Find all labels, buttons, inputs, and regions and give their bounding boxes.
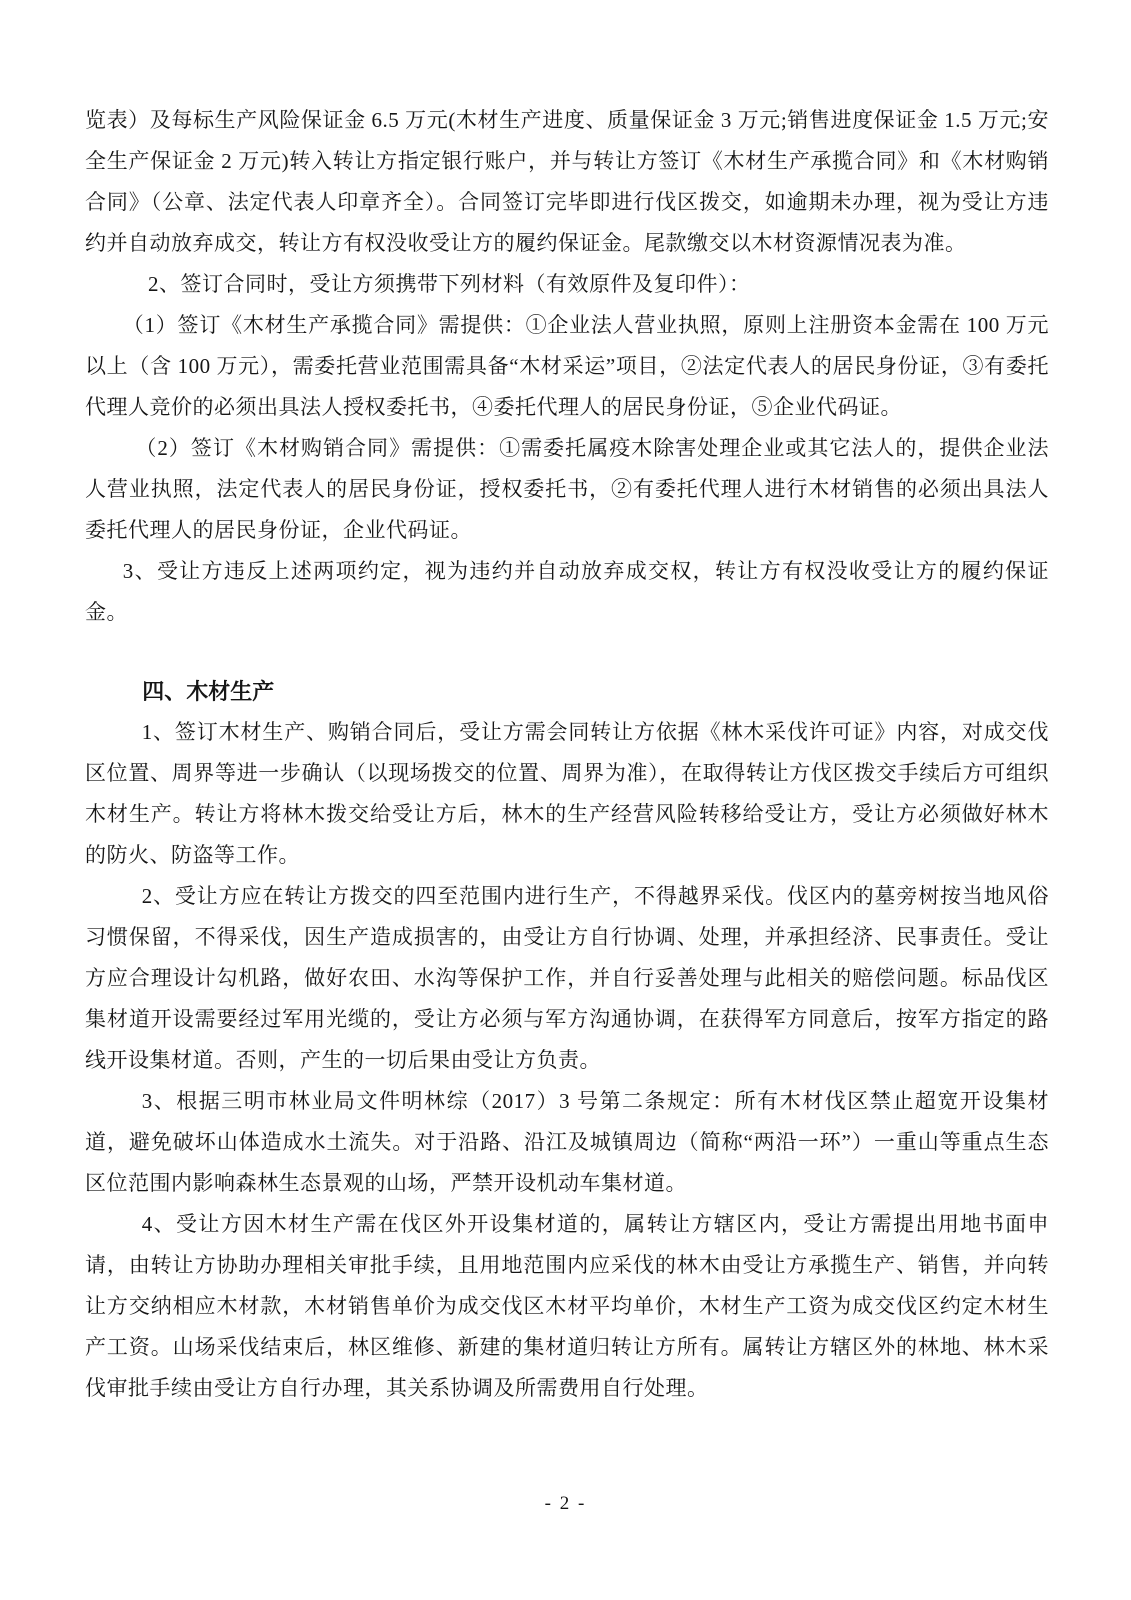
paragraph-purchase-sale-contract-requirements: （2）签订《木材购销合同》需提供：①需委托属疫木除害处理企业或其它法人的，提供企业法人营业执照，法定代表人的居民身份证，授权委托书，②有委托代理人进行木材销售的必须出具法人委托代理人的居民身份证，企业代码证。 bbox=[85, 436, 1049, 542]
paragraph-breach-clause: 3、受让方违反上述两项约定，视为违约并自动放弃成交权，转让方有权没收受让方的履约保证金。 bbox=[85, 559, 1049, 624]
paragraph-deposit-continuation: 览表）及每标生产风险保证金 6.5 万元(木材生产进度、质量保证金 3 万元;销售进度保证金 1.5 万元;安全生产保证金 2 万元)转入转让方指定银行账户，并与转让方签订《木材生产承揽合同》和《木材购销合同》（公章、法定代表人印章齐全）。合同签订完毕即进行伐区拨交，如逾期未办理，视为受让方违约并自动放弃成交，转让方有权没收受让方的履约保证金。尾款缴交以木材资源情况表为准。 bbox=[85, 108, 1049, 255]
paragraph-production-contract-requirements: （1）签订《木材生产承揽合同》需提供：①企业法人营业执照，原则上注册资本金需在 100 万元以上（含 100 万元），需委托营业范围需具备“木材采运”项目，②法定代表人的居民身份证，③有委托代理人竞价的必须出具法人授权委托书，④委托代理人的居民身份证，⑤企业代码证。 bbox=[85, 313, 1049, 419]
paragraph-timber-production-1: 1、签订木材生产、购销合同后，受让方需会同转让方依据《林木采伐许可证》内容，对成交伐区位置、周界等进一步确认（以现场拨交的位置、周界为准），在取得转让方伐区拨交手续后方可组织木材生产。转让方将林木拨交给受让方后，林木的生产经营风险转移给受让方，受让方必须做好林木的防火、防盗等工作。 bbox=[85, 720, 1049, 867]
paragraph-timber-production-4: 4、受让方因木材生产需在伐区外开设集材道的，属转让方辖区内，受让方需提出用地书面申请，由转让方协助办理相关审批手续，且用地范围内应采伐的林木由受让方承揽生产、销售，并向转让方交纳相应木材款，木材销售单价为成交伐区木材平均单价，木材生产工资为成交伐区约定木材生产工资。山场采伐结束后，林区维修、新建的集材道归转让方所有。属转让方辖区外的林地、林木采伐审批手续由受让方自行办理，其关系协调及所需费用自行处理。 bbox=[85, 1212, 1049, 1400]
paragraph-sign-contract-intro: 2、签订合同时，受让方须携带下列材料（有效原件及复印件）： bbox=[148, 272, 751, 296]
document-body bbox=[85, 100, 1049, 1409]
section-heading-timber-production: 四、木材生产 bbox=[142, 679, 275, 704]
paragraph-timber-production-3: 3、根据三明市林业局文件明林综（2017）3 号第二条规定：所有木材伐区禁止超宽开设集材道，避免破坏山体造成水土流失。对于沿路、沿江及城镇周边（简称“两沿一环”）一重山等重点生态区位范围内影响森林生态景观的山场，严禁开设机动车集材道。 bbox=[85, 1089, 1049, 1195]
paragraph-timber-production-2: 2、受让方应在转让方拨交的四至范围内进行生产，不得越界采伐。伐区内的墓旁树按当地风俗习惯保留，不得采伐，因生产造成损害的，由受让方自行协调、处理，并承担经济、民事责任。受让方应合理设计勾机路，做好农田、水沟等保护工作，并自行妥善处理与此相关的赔偿问题。标品伐区集材道开设需要经过军用光缆的，受让方必须与军方沟通协调，在获得军方同意后，按军方指定的路线开设集材道。否则，产生的一切后果由受让方负责。 bbox=[85, 884, 1049, 1072]
page-number: - 2 - bbox=[544, 1493, 587, 1514]
